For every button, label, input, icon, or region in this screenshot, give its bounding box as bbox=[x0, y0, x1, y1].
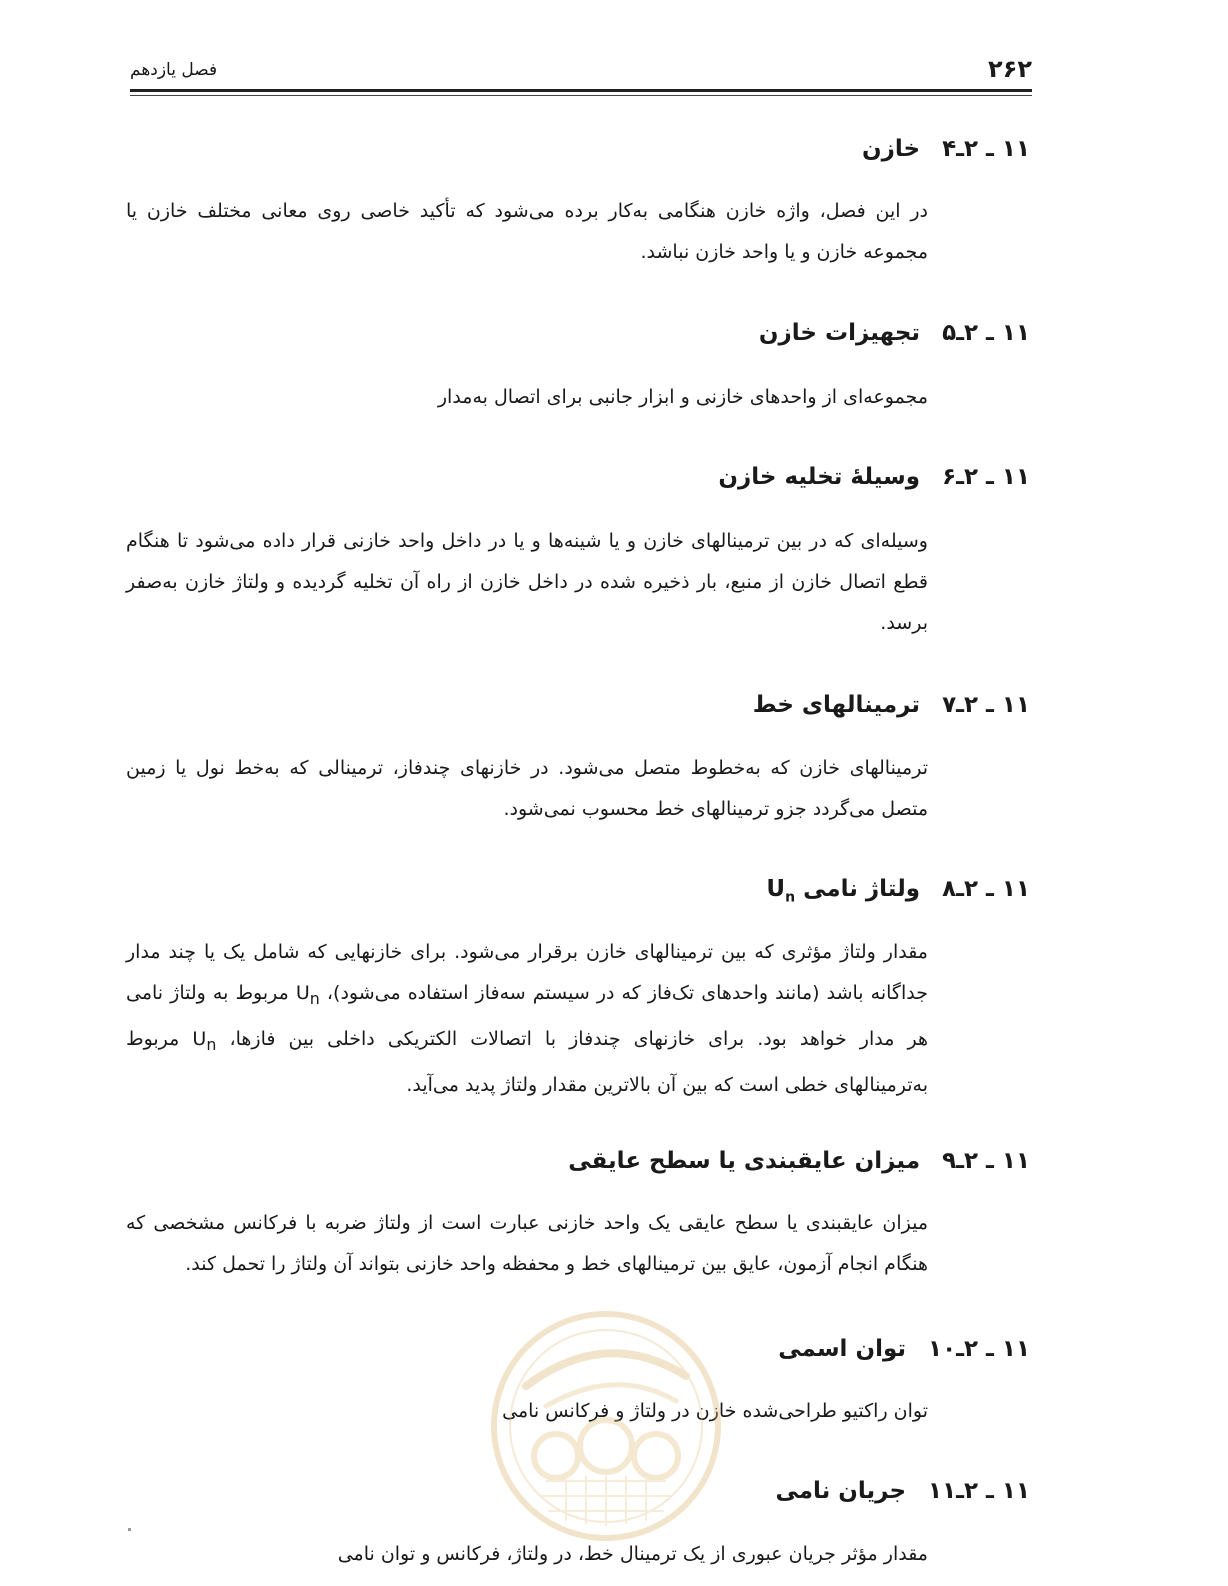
paragraph-text: مقدار مؤثر جریان عبوری از یک ترمینال خط، در ولتاژ، فرکانس و توان نامی bbox=[337, 1543, 928, 1565]
section-heading-insulation-level bbox=[568, 1145, 1030, 1177]
paragraph-text: در این فصل، واژه خازن هنگامی به‌کار برده می‌شود که تأکید خاصی روی معانی مختلف خازن یا مجموعه خازن و یا واحد خازن نباشد. bbox=[126, 200, 928, 263]
section-title: جریان نامی bbox=[775, 1478, 907, 1504]
paragraph-text: مقدار ولتاژ مؤثری که بین ترمینالهای خازن برقرار می‌شود. برای خازنهایی که شامل یک یا چند مدار جداگانه باشد (مانند واحدهای تک‌فاز که در سیستم سه‌فاز استفاده می‌شود)، $U_n$ مربوط به ولتاژ نامی هر مدار خواهد بود. برای خازنهای چندفاز با اتصالات الکتریکی داخلی بین فازها، $U_n$ مربوط به‌ترمینالهای خطی است که بین آن بالاترین مقدار ولتاژ پدید می‌آید. bbox=[126, 941, 928, 1096]
section-number: ۱۱ ـ ۲ـ۶ bbox=[942, 464, 1030, 490]
chapter-title: فصل یازدهم bbox=[130, 60, 218, 80]
section-paragraph bbox=[126, 521, 928, 644]
paragraph-text: توان راکتیو طراحی‌شده خازن در ولتاژ و فرکانس نامی bbox=[502, 1400, 928, 1422]
section-title: تجهیزات خازن bbox=[758, 320, 921, 346]
section-number: ۱۱ ـ ۲ـ۹ bbox=[942, 1148, 1030, 1174]
paragraph-text: میزان عایقبندی یا سطح عایقی یک واحد خازنی عبارت است از ولتاژ ضربه با فرکانس مشخصی که هنگام انجام آزمون، عایق بین ترمینالهای خط و محفظه واحد خازنی بتواند آن ولتاژ را تحمل کند. bbox=[126, 1212, 928, 1275]
scan-mark bbox=[128, 1528, 131, 1531]
page-header bbox=[130, 54, 1032, 84]
paragraph-text: مجموعه‌ای از واحدهای خازنی و ابزار جانبی برای اتصال به‌مدار bbox=[437, 386, 928, 408]
header-rule-thin bbox=[130, 95, 1032, 96]
section-paragraph bbox=[126, 1203, 928, 1285]
section-title: خازن bbox=[861, 136, 921, 162]
section-heading-line-terminals bbox=[753, 689, 1030, 721]
section-heading-discharge-device bbox=[718, 461, 1030, 493]
page-number: ۲۶۲ bbox=[988, 55, 1032, 83]
section-paragraph bbox=[126, 191, 928, 273]
section-number: ۱۱ ـ ۲ـ۴ bbox=[942, 136, 1030, 162]
header-rule-thick bbox=[130, 89, 1032, 92]
section-title: وسیلهٔ تخلیه خازن bbox=[718, 464, 921, 490]
section-paragraph bbox=[126, 748, 928, 830]
section-heading-capacitor bbox=[862, 133, 1030, 165]
section-title: میزان عایقبندی یا سطح عایقی bbox=[568, 1148, 921, 1174]
section-number: ۱۱ ـ ۲ـ۱۱ bbox=[928, 1478, 1030, 1504]
paragraph-text: وسیله‌ای که در بین ترمینالهای خازن و یا شینه‌ها و یا در داخل واحد خازنی قرار داده می‌شود تا هنگام قطع اتصال خازن از منبع، بار ذخیره شده در داخل خازن از راه آن تخلیه گردیده و ولتاژ خازن به‌صفر برسد. bbox=[126, 530, 928, 634]
voltage-symbol: $U_n$ bbox=[766, 876, 796, 906]
section-title: توان اسمی bbox=[778, 1336, 907, 1362]
section-heading-rated-power bbox=[778, 1333, 1030, 1365]
section-paragraph bbox=[126, 377, 928, 418]
section-number: ۱۱ ـ ۲ـ۸ bbox=[942, 876, 1030, 902]
section-number: ۱۱ ـ ۲ـ۷ bbox=[942, 692, 1030, 718]
section-title: ترمینالهای خط bbox=[752, 692, 921, 718]
voltage-symbol: $U_n$ bbox=[295, 982, 320, 1008]
section-heading-capacitor-equipment bbox=[759, 317, 1030, 349]
section-title: ولتاژ نامی bbox=[803, 876, 921, 902]
watermark-seal-icon bbox=[486, 1306, 726, 1546]
section-number: ۱۱ ـ ۲ـ۱۰ bbox=[928, 1336, 1030, 1362]
section-heading-rated-voltage bbox=[766, 873, 1030, 914]
section-heading-rated-current bbox=[775, 1475, 1030, 1507]
paragraph-text: ترمینالهای خازن که به‌خطوط متصل می‌شود. در خازنهای چندفاز، ترمینالی که به‌خط نول یا زمین متصل می‌گردد جزو ترمینالهای خط محسوب نمی‌شود. bbox=[126, 757, 928, 820]
voltage-symbol: $U_n$ bbox=[192, 1027, 217, 1054]
section-paragraph bbox=[126, 932, 928, 1106]
section-number: ۱۱ ـ ۲ـ۵ bbox=[942, 320, 1030, 346]
